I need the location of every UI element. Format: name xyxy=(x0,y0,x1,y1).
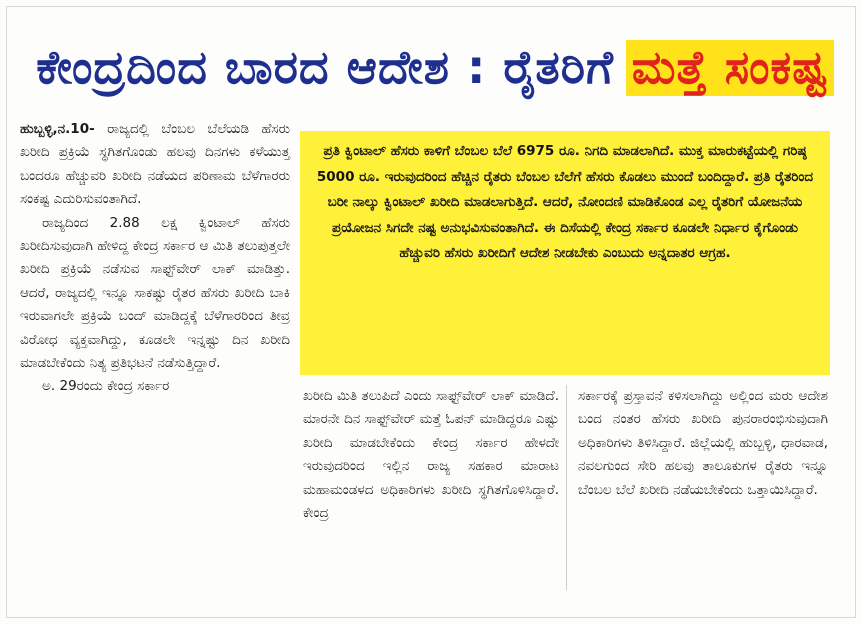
highlight-text: ಪ್ರತಿ ಕ್ವಿಂಟಾಲ್ ಹೆಸರು ಕಾಳಿಗೆ ಬೆಂಬಲ ಬೆಲೆ 6975 ರೂ. ನಿಗದಿ ಮಾಡಲಾಗಿದೆ. ಮುಕ್ತ ಮಾರುಕಟ್ಟೆಯಲ್ಲಿ ಗರಿಷ್ಠ 5000 ರೂ. ಇರುವುದರಿಂದ ಹೆಚ್ಚಿನ ರೈತರು ಬೆಂಬಲ ಬೆಲೆಗೆ ಹೆಸರು ಕೊಡಲು ಮುಂದೆ ಬಂದಿದ್ದಾರೆ. ಪ್ರತಿ ರೈತರಿಂದ ಬರೀ ನಾಲ್ಕು ಕ್ವಿಂಟಾಲ್ ಖರೀದಿ ಮಾಡಲಾಗುತ್ತಿದೆ. ಆದರೆ, ನೋಂದಣಿ ಮಾಡಿಕೊಂಡ ಎಲ್ಲ ರೈತರಿಗೆ ಯೋಜನೆಯ ಪ್ರಯೋಜನ ಸಿಗದೇ ನಷ್ಟ ಅನುಭವಿಸುವಂತಾಗಿದೆ. ಈ ದಿಸೆಯಲ್ಲಿ ಕೇಂದ್ರ ಸರ್ಕಾರ ಕೂಡಲೇ ನಿರ್ಧಾರ ಕೈಗೊಂಡು ಹೆಚ್ಚುವರಿ ಹೆಸರು ಖರೀದಿಗೆ ಆದೇಶ ನೀಡಬೇಕು ಎಂಬುದು ಅನ್ನದಾತರ ಆಗ್ರಹ. xyxy=(316,143,814,261)
article-para-3: ಅ. 29ರಂದು ಕೇಂದ್ರ ಸರ್ಕಾರ xyxy=(42,378,170,395)
column-divider xyxy=(566,385,567,590)
article-column-left xyxy=(20,118,290,399)
article-para-1: ರಾಜ್ಯದಲ್ಲಿ ಬೆಂಬಲ ಬೆಲೆಯಡಿ ಹೆಸರು ಖರೀದಿ ಪ್ರಕ್ರಿಯೆ ಸ್ಥಗಿತಗೊಂಡು ಹಲವು ದಿನಗಳು ಕಳೆಯುತ್ತ ಬಂದರೂ ಹೆಚ್ಚುವರಿ ಖರೀದಿ ನಡೆಯದ ಪರಿಣಾಮ ಬೆಳೆಗಾರರು ಸಂಕಷ್ಟ ಎದುರಿಸುವಂತಾಗಿದೆ. xyxy=(20,121,290,208)
headline-main: ಕೇಂದ್ರದಿಂದ ಬಾರದ ಆದೇಶ : ರೈತರಿಗೆ xyxy=(36,40,614,94)
article-column-right xyxy=(578,385,828,502)
article-right-text: ಸರ್ಕಾರಕ್ಕೆ ಪ್ರಸ್ತಾವನೆ ಕಳಿಸಲಾಗಿದ್ದು ಅಲ್ಲಿಂದ ಮರು ಆದೇಶ ಬಂದ ನಂತರ ಹೆಸರು ಖರೀದಿ ಪುನರಾರಂಭಿಸುವುದಾಗಿ ಅಧಿಕಾರಿಗಳು ತಿಳಿಸಿದ್ದಾರೆ. ಜಿಲ್ಲೆಯಲ್ಲಿ ಹುಬ್ಬಳ್ಳಿ, ಧಾರವಾಡ, ನವಲಗುಂದ ಸೇರಿ ಹಲವು ತಾಲೂಕುಗಳ ರೈತರು ಇನ್ನೂ ಬೆಂಬಲ ಬೆಲೆ ಖರೀದಿ ನಡೆಯಬೇಕೆಂದು ಒತ್ತಾಯಿಸಿದ್ದಾರೆ. xyxy=(578,388,828,498)
article-mid-text: ಖರೀದಿ ಮಿತಿ ತಲುಪಿದೆ ಎಂದು ಸಾಫ್ಟ್‌ವೇರ್ ಲಾಕ್ ಮಾಡಿದೆ. ಮಾರನೇ ದಿನ ಸಾಫ್ಟ್‌ವೇರ್ ಮತ್ತೆ ಓಪನ್ ಮಾಡಿದ್ದರೂ ಎಷ್ಟು ಖರೀದಿ ಮಾಡಬೇಕೆಂದು ಕೇಂದ್ರ ಸರ್ಕಾರ ಹೇಳದೇ ಇರುವುದರಿಂದ ಇಲ್ಲಿನ ರಾಜ್ಯ ಸಹಕಾರ ಮಾರಾಟ ಮಹಾಮಂಡಳದ ಅಧಿಕಾರಿಗಳು ಖರೀದಿ ಸ್ಥಗಿತಗೊಳಿಸಿದ್ದಾರೆ. ಕೇಂದ್ರ xyxy=(303,388,559,522)
headline xyxy=(20,16,850,120)
headline-highlight: ಮತ್ತೆ ಸಂಕಷ್ಟ xyxy=(626,40,834,96)
article-para-2: ರಾಜ್ಯದಿಂದ 2.88 ಲಕ್ಷ ಕ್ವಿಂಟಾಲ್ ಹೆಸರು ಖರೀದಿಸುವುದಾಗಿ ಹೇಳಿದ್ದ ಕೇಂದ್ರ ಸರ್ಕಾರ ಆ ಮಿತಿ ತಲುಪುತ್ತಲೇ ಖರೀದಿ ಪ್ರಕ್ರಿಯೆ ನಡೆಸುವ ಸಾಫ್ಟ್‌ವೇರ್ ಲಾಕ್ ಮಾಡಿತ್ತು. ಆದರೆ, ರಾಜ್ಯದಲ್ಲಿ ಇನ್ನೂ ಸಾಕಷ್ಟು ರೈತರ ಹೆಸರು ಖರೀದಿ ಬಾಕಿ ಇರುವಾಗಲೇ ಪ್ರಕ್ರಿಯೆ ಬಂದ್ ಮಾಡಿದ್ದಕ್ಕೆ ಬೆಳೆಗಾರರಿಂದ ತೀವ್ರ ವಿರೋಧ ವ್ಯಕ್ತವಾಗಿದ್ದು, ಕೂಡಲೇ ಇನ್ನಷ್ಟು ದಿನ ಖರೀದಿ ಮಾಡಬೇಕೆಂದು ನಿತ್ಯ ಪ್ರತಿಭಟನೆ ನಡೆಸುತ್ತಿದ್ದಾರೆ. xyxy=(20,214,290,372)
highlight-box xyxy=(300,131,830,375)
dateline: ಹುಬ್ಬಳ್ಳಿ,ನ.10- xyxy=(20,121,95,137)
article-lead-paragraph xyxy=(20,118,290,212)
article-column-middle xyxy=(303,385,559,525)
